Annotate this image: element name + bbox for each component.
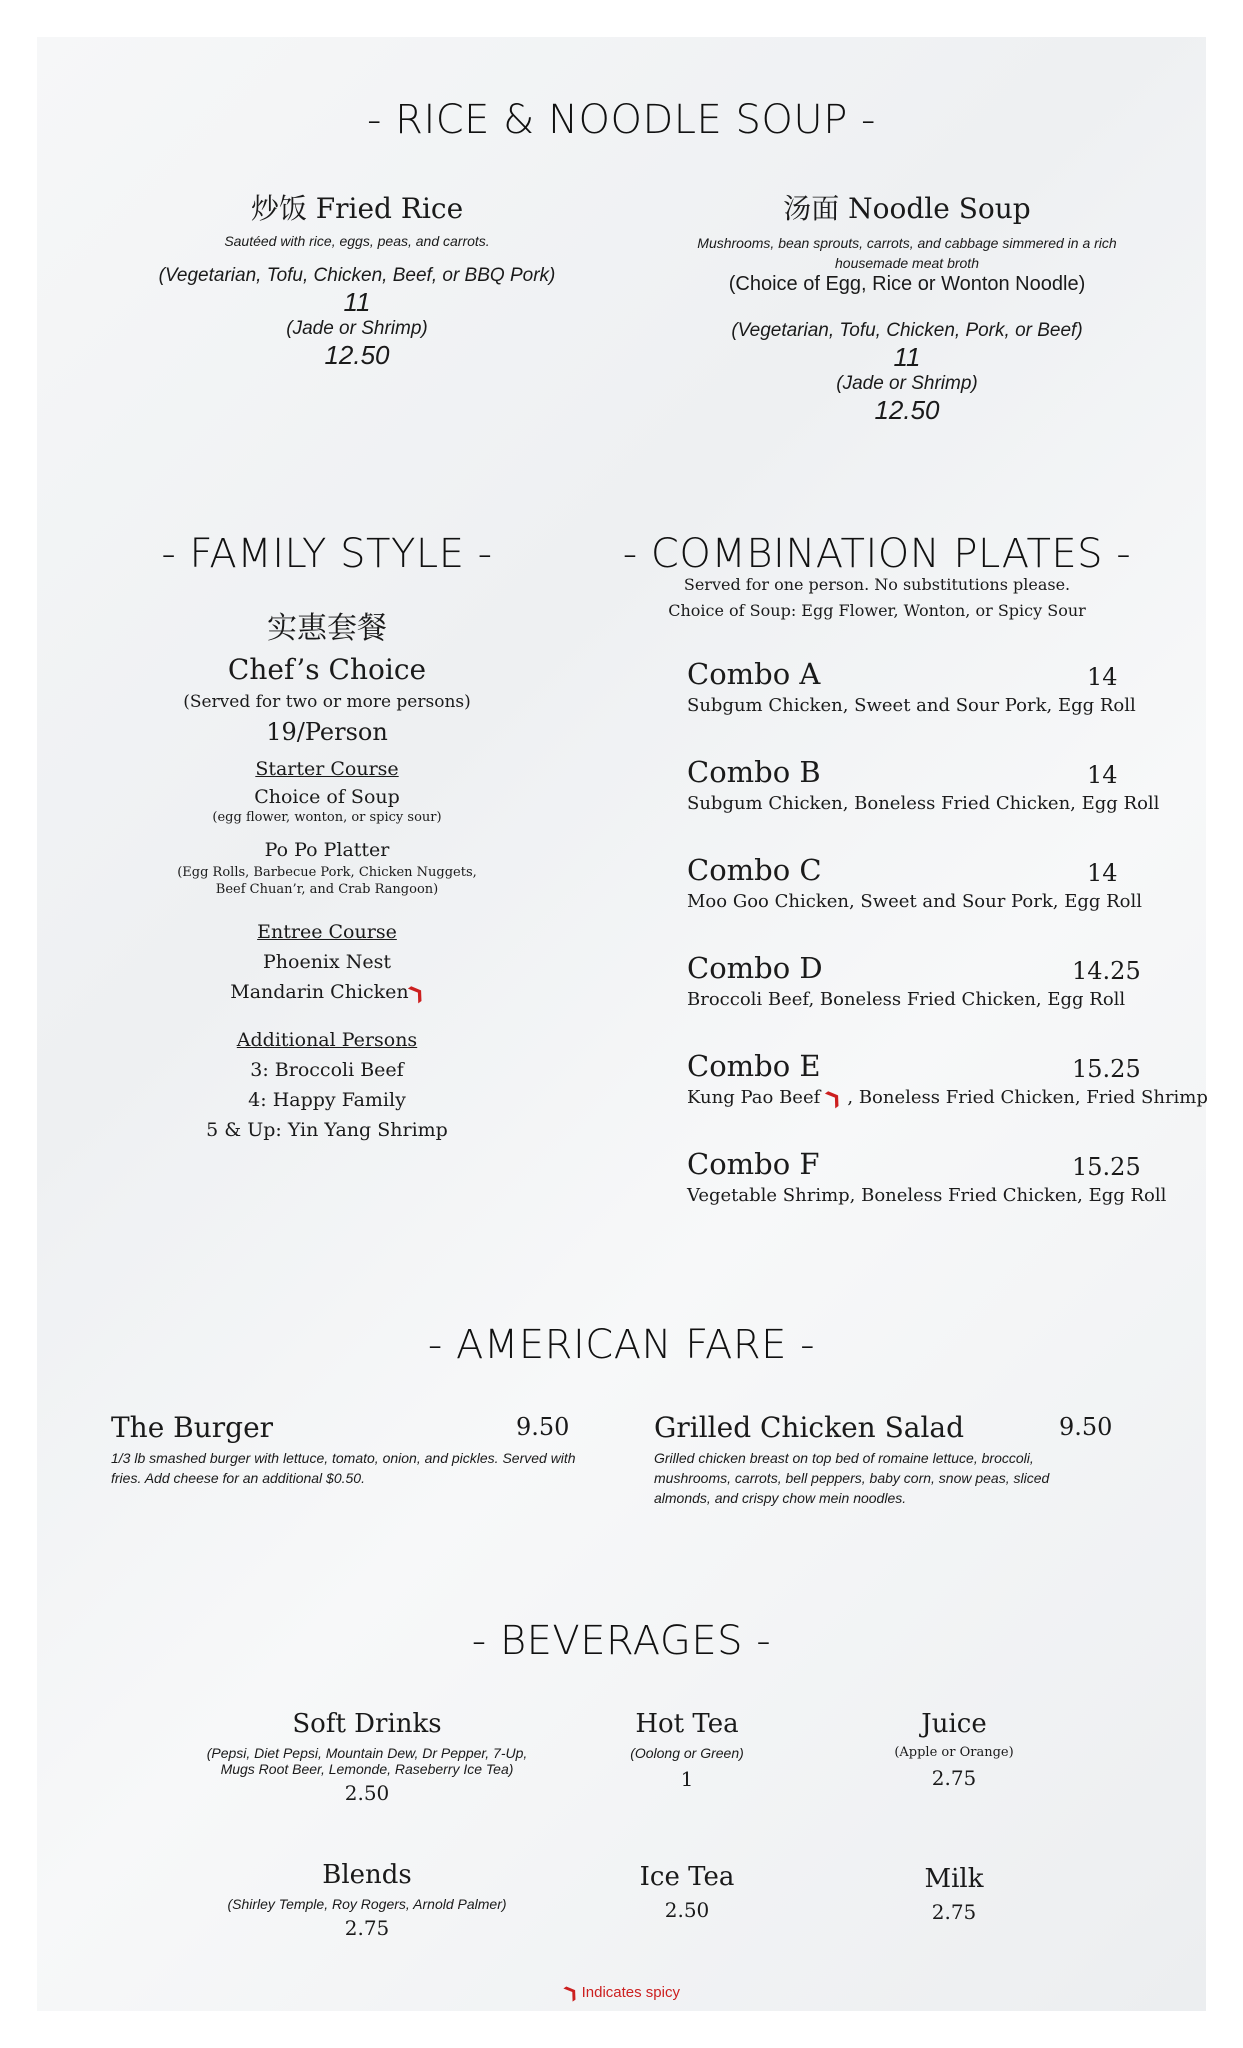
combo-f <box>687 1147 1167 1206</box>
ice-tea-price: 2.50 <box>664 1898 710 1922</box>
burger-block <box>111 1411 591 1488</box>
starter-platter-note-2: Beef Chuan’r, and Crab Rangoon) <box>215 882 439 897</box>
chili-pepper-icon: ❯ <box>404 979 429 1006</box>
combo-b-price: 14 <box>1087 761 1118 789</box>
entree-mandarin-chicken: Mandarin Chicken <box>230 981 409 1003</box>
combo-f-name: Combo F <box>687 1147 820 1181</box>
combo-f-price: 15.25 <box>1072 1153 1141 1181</box>
soft-drinks-price: 2.50 <box>344 1781 390 1805</box>
combo-e-desc-spicy: Kung Pao Beef <box>687 1087 821 1108</box>
milk-name: Milk <box>924 1864 984 1894</box>
salad-desc: Grilled chicken breast on top bed of romaine lettuce, broccoli, mushrooms, carrots, bell peppers, baby corn, snow peas, sliced almonds, and crispy chow mein noodles. <box>654 1450 1050 1506</box>
burger-name: The Burger <box>111 1411 274 1444</box>
additional-persons-5-up: 5 & Up: Yin Yang Shrimp <box>206 1119 448 1141</box>
noodle-soup-desc: Mushrooms, bean sprouts, carrots, and cabbage simmered in a rich housemade meat broth <box>697 235 1117 271</box>
combo-note-1: Served for one person. No substitutions please. <box>683 575 1071 594</box>
noodle-soup-choice: (Choice of Egg, Rice or Wonton Noodle) <box>728 273 1086 295</box>
starter-platter: Po Po Platter <box>264 839 390 861</box>
additional-persons-3: 3: Broccoli Beef <box>250 1059 404 1081</box>
fried-rice-options-2: (Jade or Shrimp) <box>286 318 428 339</box>
combo-e-price: 15.25 <box>1072 1055 1141 1083</box>
combo-d-desc: Broccoli Beef, Boneless Fried Chicken, Egg Roll <box>687 989 1126 1010</box>
juice-block <box>854 1709 1054 1790</box>
hot-tea-name: Hot Tea <box>635 1709 739 1739</box>
combo-a-desc: Subgum Chicken, Sweet and Sour Pork, Egg Roll <box>687 695 1136 716</box>
salad-block <box>654 1411 1113 1508</box>
section-heading-rice-noodle: - RICE & NOODLE SOUP - <box>367 97 876 143</box>
hot-tea-block <box>587 1709 787 1791</box>
ice-tea-block <box>587 1862 787 1922</box>
milk-block <box>854 1864 1054 1924</box>
chili-pepper-icon: ❯ <box>559 1979 582 2004</box>
combo-e-desc-rest: , Boneless Fried Chicken, Fried Shrimp <box>847 1087 1208 1108</box>
fried-rice-title: 炒饭 Fried Rice <box>250 192 464 225</box>
soft-drinks-sub-2: Mugs Root Beer, Lemonde, Raseberry Ice Tea) <box>220 1761 514 1777</box>
combo-d <box>687 951 1167 1010</box>
noodle-soup-options-2: (Jade or Shrimp) <box>836 373 978 394</box>
soft-drinks-block <box>167 1709 567 1805</box>
blends-price: 2.75 <box>344 1916 390 1940</box>
section-heading-family-style: - FAMILY STYLE - <box>161 531 493 577</box>
starter-soup-note: (egg flower, wonton, or spicy sour) <box>212 810 442 825</box>
blends-name: Blends <box>322 1860 412 1890</box>
starter-soup: Choice of Soup <box>254 786 400 808</box>
combo-d-name: Combo D <box>687 951 823 985</box>
section-heading-combination-plates: - COMBINATION PLATES - <box>622 531 1132 577</box>
salad-name: Grilled Chicken Salad <box>654 1411 965 1444</box>
noodle-soup-price-1: 11 <box>893 342 921 372</box>
section-heading-american-fare: - AMERICAN FARE - <box>427 1322 816 1368</box>
combo-c-price: 14 <box>1087 859 1118 887</box>
starter-platter-note-1: (Egg Rolls, Barbecue Pork, Chicken Nuggets, <box>177 865 477 880</box>
entree-phoenix-nest: Phoenix Nest <box>262 951 392 973</box>
fried-rice-block <box>137 187 577 371</box>
noodle-soup-price-2: 12.50 <box>874 395 940 425</box>
combo-b <box>687 755 1167 814</box>
combo-e-name: Combo E <box>687 1049 821 1083</box>
chili-pepper-icon: ❯ <box>821 1084 847 1111</box>
combo-note-2: Choice of Soup: Egg Flower, Wonton, or Spicy Sour <box>668 601 1086 620</box>
family-style-block <box>127 603 527 1141</box>
noodle-soup-options-1: (Vegetarian, Tofu, Chicken, Pork, or Beef) <box>731 320 1083 341</box>
combo-b-desc: Subgum Chicken, Boneless Fried Chicken, Egg Roll <box>687 793 1160 814</box>
noodle-soup-title: 汤面 Noodle Soup <box>783 192 1031 225</box>
hot-tea-sub: (Oolong or Green) <box>630 1745 744 1761</box>
soft-drinks-name: Soft Drinks <box>292 1709 442 1739</box>
entree-course-heading: Entree Course <box>257 921 397 943</box>
combo-c <box>687 853 1167 912</box>
blends-sub: (Shirley Temple, Roy Rogers, Arnold Palmer) <box>227 1896 507 1912</box>
additional-persons-heading: Additional Persons <box>236 1029 418 1051</box>
family-style-served: (Served for two or more persons) <box>183 692 471 712</box>
fried-rice-options-1: (Vegetarian, Tofu, Chicken, Beef, or BBQ Pork) <box>158 265 556 286</box>
noodle-soup-block <box>657 187 1157 426</box>
blends-block <box>167 1860 567 1940</box>
additional-persons-4: 4: Happy Family <box>248 1089 406 1111</box>
combo-a-price: 14 <box>1087 663 1118 691</box>
juice-name: Juice <box>921 1709 987 1739</box>
fried-rice-price-2: 12.50 <box>324 340 390 370</box>
soft-drinks-sub-1: (Pepsi, Diet Pepsi, Mountain Dew, Dr Pepper, 7-Up, <box>206 1745 528 1761</box>
juice-price: 2.75 <box>931 1766 977 1790</box>
entree-mandarin-chicken-row <box>127 979 527 1006</box>
family-style-chinese: 实惠套餐 <box>267 611 387 646</box>
spicy-legend <box>437 1979 807 2004</box>
burger-price: 9.50 <box>516 1413 570 1441</box>
hot-tea-price: 1 <box>680 1767 694 1791</box>
milk-price: 2.75 <box>931 1900 977 1924</box>
combo-e-desc <box>687 1084 1208 1111</box>
combo-a <box>687 657 1167 716</box>
family-style-title: Chef’s Choice <box>227 653 427 686</box>
combo-a-name: Combo A <box>687 657 821 691</box>
burger-desc: 1/3 lb smashed burger with lettuce, tomato, onion, and pickles. Served with fries. Add cheese for an additional $0.50. <box>111 1450 576 1486</box>
menu-page <box>37 37 1206 2011</box>
fried-rice-desc: Sautéed with rice, eggs, peas, and carrots. <box>224 233 490 249</box>
combo-c-name: Combo C <box>687 853 822 887</box>
combo-e <box>687 1049 1208 1111</box>
ice-tea-name: Ice Tea <box>639 1862 735 1892</box>
spicy-legend-text: Indicates spicy <box>581 1984 680 2001</box>
combo-c-desc: Moo Goo Chicken, Sweet and Sour Pork, Egg Roll <box>687 891 1143 912</box>
combo-b-name: Combo B <box>687 755 821 789</box>
combo-d-price: 14.25 <box>1072 957 1141 985</box>
fried-rice-price-1: 11 <box>343 287 371 317</box>
section-heading-beverages: - BEVERAGES - <box>471 1618 772 1664</box>
salad-price: 9.50 <box>1059 1413 1113 1441</box>
starter-course-heading: Starter Course <box>255 758 399 780</box>
family-style-price: 19/Person <box>266 718 388 746</box>
combo-f-desc: Vegetable Shrimp, Boneless Fried Chicken, Egg Roll <box>687 1185 1167 1206</box>
juice-sub: (Apple or Orange) <box>894 1745 1014 1760</box>
